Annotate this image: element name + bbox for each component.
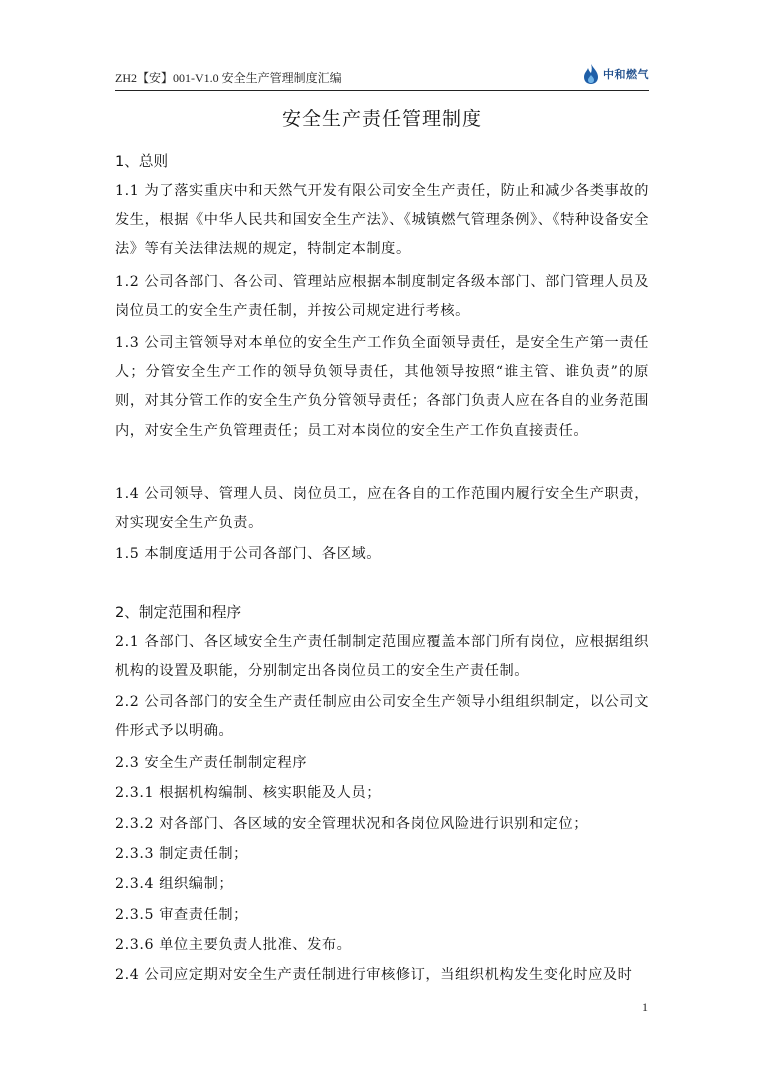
paragraph-1-5: 1.5 本制度适用于公司各部门、各区域。 [115,546,382,562]
section-heading-scope: 2、制定范围和程序 [115,604,242,621]
paragraph-2-3-5: 2.3.5 审查责任制； [115,907,248,923]
paragraph-2-1: 2.1 各部门、各区域安全生产责任制制定范围应覆盖本部门所有岗位，应根据组织机构的设置及职能，分别制定出各岗位员工的安全生产责任制。 [115,634,649,680]
paragraph-1-3: 1.3 公司主管领导对本单位的安全生产工作负全面领导责任，是安全生产第一责任人；分管安全生产工作的领导负领导责任，其他领导按照“谁主管、谁负责”的原则，对其分管工作的安全生产负分管领导责任；各部门负责人应在各自的业务范围内，对安全生产负管理责任；员工对本岗位的安全生产工作负直接责任。 [115,335,649,439]
paragraph-2-4: 2.4 公司应定期对安全生产责任制进行审核修订，当组织机构发生变化时应及时 [115,967,633,983]
paragraph-2-3-1: 2.3.1 根据机构编制、核实职能及人员； [115,785,382,801]
paragraph-2-3-2: 2.3.2 对各部门、各区域的安全管理状况和各岗位风险进行识别和定位； [115,816,589,832]
paragraph-2-3-3: 2.3.3 制定责任制； [115,846,248,862]
paragraph-1-4: 1.4 公司领导、管理人员、岗位员工，应在各自的工作范围内履行安全生产职责，对实现安全生产负责。 [115,486,649,532]
paragraph-2-2: 2.2 公司各部门的安全生产责任制应由公司安全生产领导小组组织制定，以公司文件形式予以明确。 [115,694,649,740]
flame-logo-icon [581,63,601,85]
paragraph-1-1: 1.1 为了落实重庆中和天然气开发有限公司安全生产责任，防止和减少各类事故的发生，根据《中华人民共和国安全生产法》、《城镇燃气管理条例》、《特种设备安全法》等有关法律法规的规定，特制定本制度。 [115,183,649,258]
paragraph-1-2: 1.2 公司各部门、各公司、管理站应根据本制度制定各级本部门、部门管理人员及岗位员工的安全生产责任制，并按公司规定进行考核。 [115,274,649,320]
section-heading-general: 1、总则 [115,153,169,170]
page-number: 1 [642,1000,648,1014]
document-title: 安全生产责任管理制度 [281,108,482,130]
company-logo [581,61,649,87]
page-header [115,62,649,91]
logo-text: 中和燃气 [603,68,649,81]
paragraph-2-3-4: 2.3.4 组织编制； [115,876,234,892]
paragraph-2-3: 2.3 安全生产责任制制定程序 [115,755,308,771]
paragraph-2-3-6: 2.3.6 单位主要负责人批准、发布。 [115,937,352,953]
document-code: ZH2【安】001-V1.0 安全生产管理制度汇编 [115,71,342,85]
